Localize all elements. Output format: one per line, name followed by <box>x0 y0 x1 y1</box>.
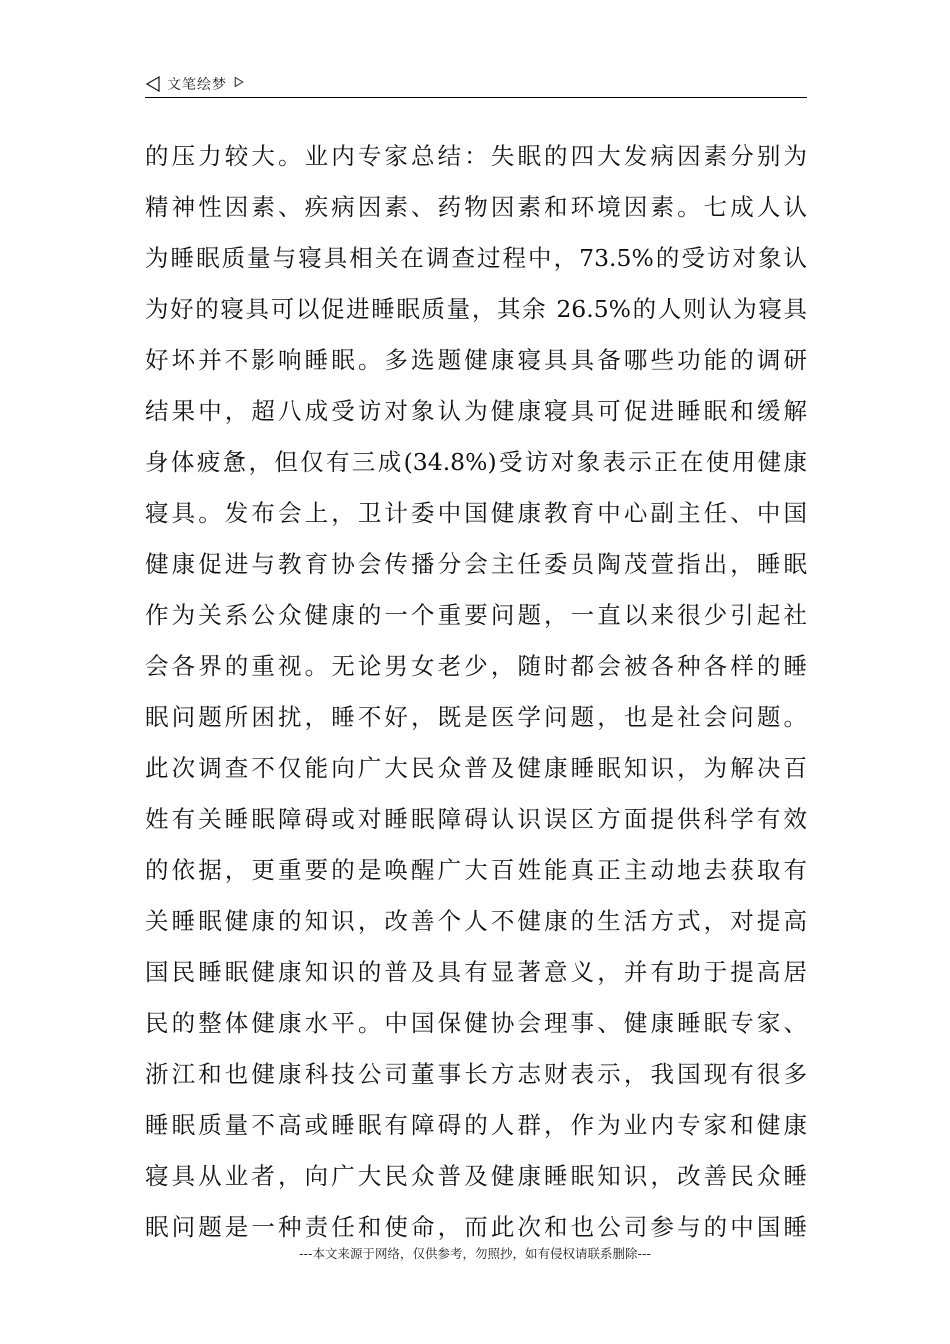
text-line: 关睡眠健康的知识，改善个人不健康的生活方式，对提高 <box>145 907 807 935</box>
text-line: 健康促进与教育协会传播分会主任委员陶茂萱指出，睡眠 <box>145 550 807 578</box>
text-line: 身体疲惫，但仅有三成(34.8%)受访对象表示正在使用健康 <box>145 448 807 476</box>
text-line: 寝具从业者，向广大民众普及健康睡眠知识，改善民众睡 <box>145 1162 807 1190</box>
text-line: 为好的寝具可以促进睡眠质量，其余 26.5%的人则认为寝具 <box>145 295 807 323</box>
page-header <box>145 72 807 96</box>
text-line: 眠问题所困扰，睡不好，既是医学问题，也是社会问题。 <box>145 703 807 731</box>
header-divider <box>145 97 807 98</box>
text-line: 的压力较大。业内专家总结：失眠的四大发病因素分别为 <box>145 142 807 170</box>
right-triangle-icon <box>233 76 245 88</box>
text-line: 为睡眠质量与寝具相关在调查过程中，73.5%的受访对象认 <box>145 244 807 272</box>
text-line: 此次调查不仅能向广大民众普及健康睡眠知识，为解决百 <box>145 754 807 782</box>
text-line: 浙江和也健康科技公司董事长方志财表示，我国现有很多 <box>145 1060 807 1088</box>
text-line: 国民睡眠健康知识的普及具有显著意义，并有助于提高居 <box>145 958 807 986</box>
text-line: 精神性因素、疾病因素、药物因素和环境因素。七成人认 <box>145 193 807 221</box>
text-line: 睡眠质量不高或睡眠有障碍的人群，作为业内专家和健康 <box>145 1111 807 1139</box>
text-line: 好坏并不影响睡眠。多选题健康寝具具备哪些功能的调研 <box>145 346 807 374</box>
text-line: 结果中，超八成受访对象认为健康寝具可促进睡眠和缓解 <box>145 397 807 425</box>
footer-notice: ---本文来源于网络，仅供参考，勿照抄，如有侵权请联系删除--- <box>298 1246 652 1261</box>
text-line: 民的整体健康水平。中国保健协会理事、健康睡眠专家、 <box>145 1009 807 1037</box>
text-line: 姓有关睡眠障碍或对睡眠障碍认识误区方面提供科学有效 <box>145 805 807 833</box>
text-line: 寝具。发布会上，卫计委中国健康教育中心副主任、中国 <box>145 499 807 527</box>
left-triangle-icon <box>145 76 161 92</box>
text-line: 作为关系公众健康的一个重要问题，一直以来很少引起社 <box>145 601 807 629</box>
text-line: 会各界的重视。无论男女老少，随时都会被各种各样的睡 <box>145 652 807 680</box>
body-paragraph <box>145 131 807 1253</box>
text-line: 的依据，更重要的是唤醒广大百姓能真正主动地去获取有 <box>145 856 807 884</box>
header-title: 文笔绘梦 <box>167 77 227 93</box>
text-line: 眠问题是一种责任和使命，而此次和也公司参与的中国睡 <box>145 1213 807 1241</box>
